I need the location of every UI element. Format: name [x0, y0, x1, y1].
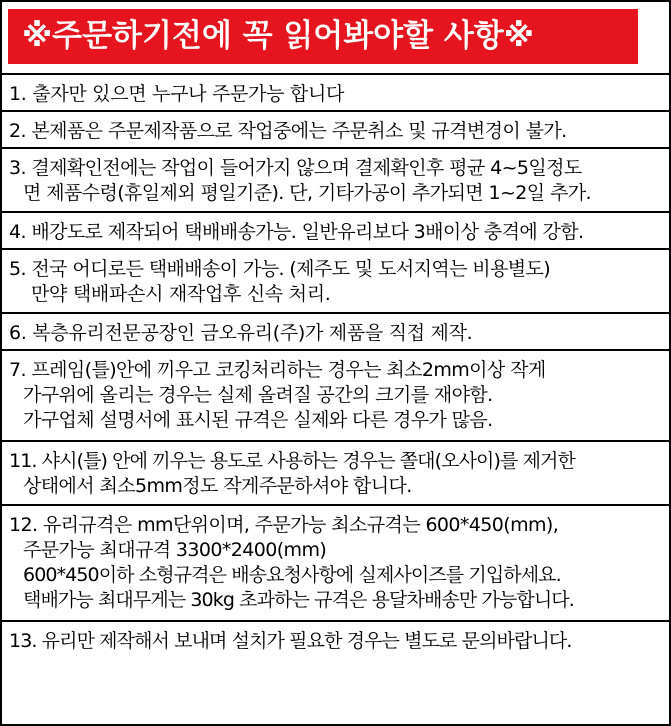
notice-line: 주문가능 최대규격 3300*2400(mm): [23, 539, 327, 561]
notice-item-1: [2, 73, 669, 110]
notice-line: 1. 출자만 있으면 누구나 주문가능 합니다: [9, 83, 345, 105]
notice-item-2: [2, 110, 669, 147]
notice-line: 3. 결제확인전에는 작업이 들어가지 않으며 결제확인후 평균 4~5일정도: [9, 157, 582, 179]
notice-line: 600*450이하 소형규격은 배송요청사항에 실제사이즈를 기입하세요.: [23, 564, 561, 586]
notice-line: 12. 유리규격은 mm단위이며, 주문가능 최소규격는 600*450(mm),: [9, 514, 559, 536]
notice-line: 4. 배강도로 제작되어 택배배송가능. 일반유리보다 3배이상 충격에 강함.: [9, 221, 584, 243]
notice-item-12: [2, 504, 669, 620]
notice-line: 7. 프레임(틀)안에 끼우고 코킹처리하는 경우는 최소2mm이상 작게: [9, 359, 546, 381]
notice-line: 5. 전국 어디로든 택배배송이 가능. (제주도 및 도서지역는 비용별도): [9, 258, 551, 280]
notice-line: 택배가능 최대무게는 30kg 초과하는 규격은 용달차배송만 가능합니다.: [23, 589, 574, 611]
notice-item-5: [2, 248, 669, 312]
notice-item-7: [2, 349, 669, 440]
notice-line: 6. 복층유리전문공장인 금오유리(주)가 제품을 직접 제작.: [9, 322, 473, 344]
notice-item-11: [2, 440, 669, 504]
notice-item-13: [2, 620, 669, 664]
notice-banner: ※주문하기전에 꼭 읽어봐야할 사항※: [8, 9, 638, 64]
notice-line: 면 제품수령(휴일제외 평일기준). 단, 기타가공이 추가되면 1~2일 추가.: [23, 182, 591, 204]
notice-line: 가구위에 올리는 경우는 실제 올려질 공간의 크기를 재야함.: [23, 384, 493, 406]
notice-item-6: [2, 312, 669, 349]
notice-line: 11. 샤시(틀) 안에 끼우는 용도로 사용하는 경우는 쫄대(오사이)를 제거한: [9, 450, 575, 472]
notice-line: 2. 본제품은 주문제작품으로 작업중에는 주문취소 및 규격변경이 불가.: [9, 120, 567, 142]
notice-item-3: [2, 147, 669, 211]
notice-line: 가구업체 설명서에 표시된 규격은 실제와 다른 경우가 많음.: [23, 409, 493, 431]
notice-item-4: [2, 211, 669, 248]
notice-list: [2, 73, 669, 664]
notice-line: 만약 택배파손시 재작업후 신속 처리.: [31, 283, 331, 305]
notice-line: 13. 유리만 제작해서 보내며 설치가 필요한 경우는 별도로 문의바랍니다.: [9, 630, 572, 652]
notice-line: 상태에서 최소5mm정도 작게주문하셔야 합니다.: [23, 475, 412, 497]
